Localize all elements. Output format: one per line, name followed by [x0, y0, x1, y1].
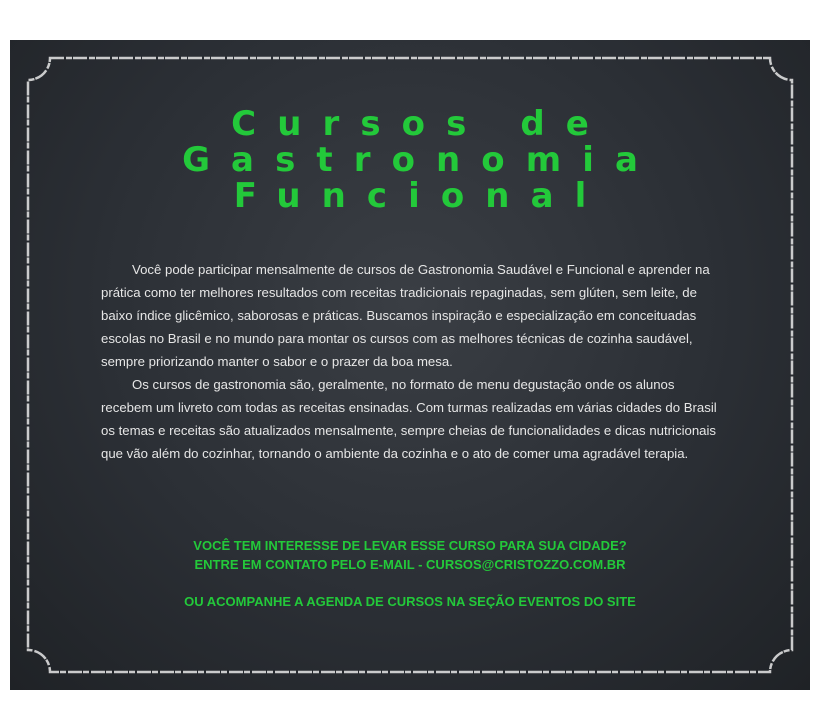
description: [101, 258, 721, 465]
contact-callout: [10, 536, 810, 574]
cta-contact-email[interactable]: ENTRE EM CONTATO PELO E-MAIL - CURSOS@CRISTOZZO.COM.BR: [194, 557, 626, 572]
agenda-callout: OU ACOMPANHE A AGENDA DE CURSOS NA SEÇÃO EVENTOS DO SITE: [184, 594, 636, 609]
cta-question: VOCÊ TEM INTERESSE DE LEVAR ESSE CURSO PARA SUA CIDADE?: [193, 538, 627, 553]
title-line-1: Cursos de: [231, 104, 610, 144]
title-line-2: Gastronomia: [182, 140, 659, 180]
title-line-3: Funcional: [233, 176, 608, 216]
paragraph-format: Os cursos de gastronomia são, geralmente, no formato de menu degustação onde os alunos recebem um livreto com todas as receitas ensinadas. Com turmas realizadas em várias cidades do Brasil os temas e receitas são atualizados mensalmente, sempre cheias de funcionalidades e dicas nutricionais que vão além do cozinhar, tornando o ambiente da cozinha e o ato de comer uma agradável terapia.: [101, 377, 717, 461]
page-title: [10, 106, 810, 214]
paragraph-intro: Você pode participar mensalmente de cursos de Gastronomia Saudável e Funcional e aprender na prática como ter melhores resultados com receitas tradicionais repaginadas, sem glúten, sem leite, de baixo índice glicêmico, saborosas e práticas. Buscamos inspiração e especialização em conceituadas escolas no Brasil e no mundo para montar os cursos com as melhores técnicas de cozinha saudável, sempre priorizando manter o sabor e o prazer da boa mesa.: [101, 262, 710, 369]
chalkboard-panel: [10, 40, 810, 690]
